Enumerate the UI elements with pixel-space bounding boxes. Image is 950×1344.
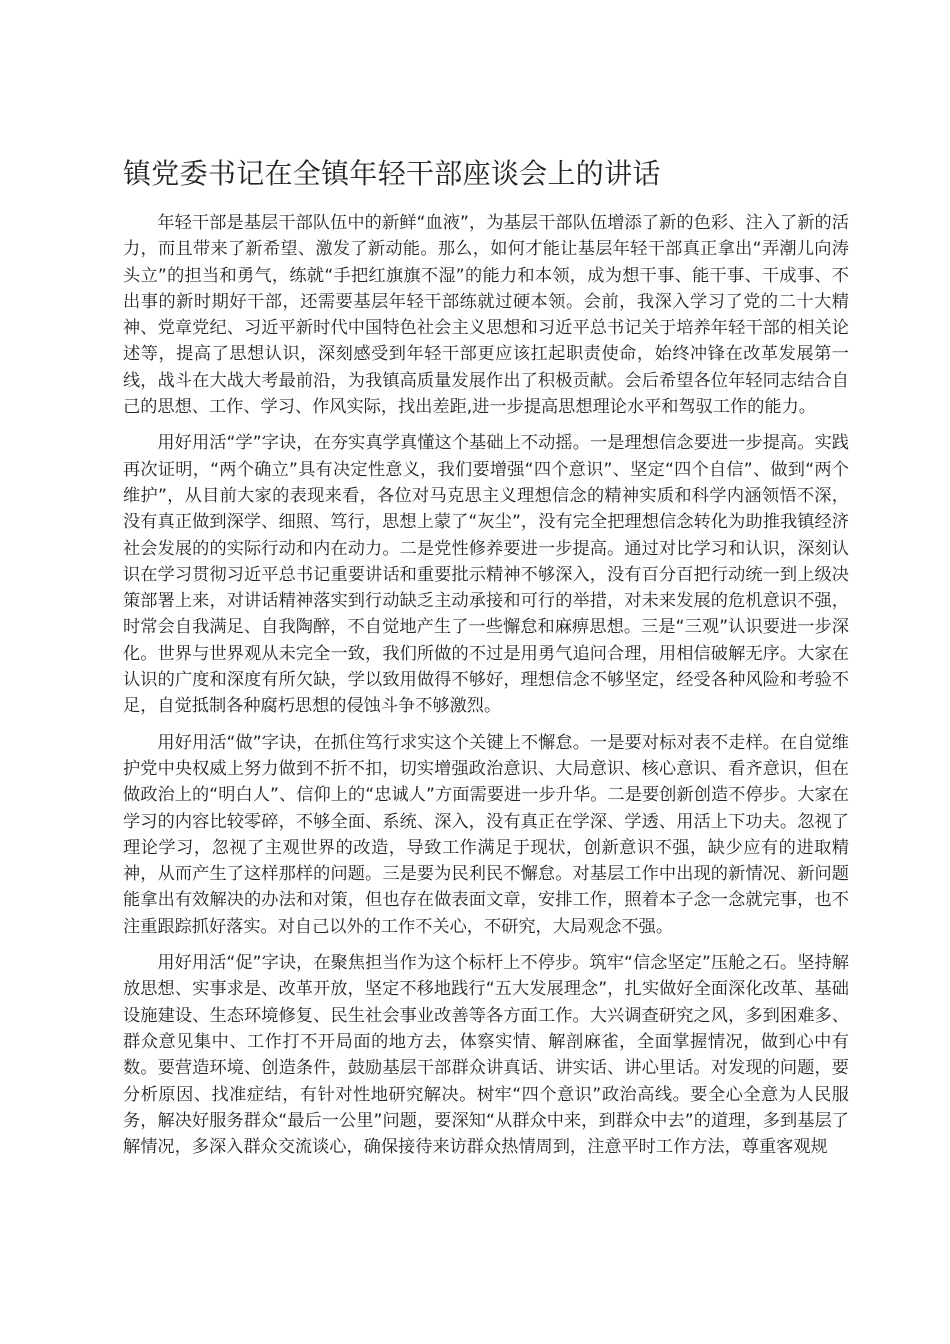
- paragraph-cu: 用好用活“促”字诀，在聚焦担当作为这个标杆上不停步。筑牢“信念坚定”压舱之石。坚持解放思想、实事求是、改革开放，坚定不移地践行“五大发展理念”，扎实做好全面深化改革、基础设施建设、生态环境修复、民生社会事业改善等各方面工作。大兴调查研究之风，多到困难多、群众意见集中、工作打不开局面的地方去，体察实情、解剖麻雀，全面掌握情况，做到心中有数。要营造环境、创造条件，鼓励基层干部群众讲真话、讲实话、讲心里话。对发现的问题，要分析原因、找准症结，有针对性地研究解决。树牢“四个意识”政治高线。要全心全意为人民服务，解决好服务群众“最后一公里”问题，要深知“从群众中来，到群众中去”的道理，多到基层了解情况，多深入群众交流谈心，确保接待来访群众热情周到，注意平时工作方法，尊重客观规: [123, 953, 849, 1158]
- paragraph-xue: 用好用活“学”字诀，在夯实真学真懂这个基础上不动摇。一是理想信念要进一步提高。实践再次证明，“两个确立”具有决定性意义，我们要增强“四个意识”、坚定“四个自信”、做到“两个维护”，从目前大家的表现来看，各位对马克思主义理想信念的精神实质和科学内涵领悟不深，没有真正做到深学、细照、笃行，思想上蒙了“灰尘”，没有完全把理想信念转化为助推我镇经济社会发展的的实际行动和内在动力。二是党性修养要进一步提高。通过对比学习和认识，深刻认识在学习贯彻习近平总书记重要讲话和重要批示精神不够深入，没有百分百把行动统一到上级决策部署上来，对讲话精神落实到行动缺乏主动承接和可行的举措，对未来发展的危机意识不强，时常会自我满足、自我陶醉，不自觉地产生了一些懈怠和麻痹思想。三是“三观”认识要进一步深化。世界与世界观从未完全一致，我们所做的不过是用勇气追问合理，用相信破解无序。大家在认识的广度和深度有所欠缺，学以致用做得不够好，理想信念不够坚定，经受各种风险和考验不足，自觉抵制各种腐朽思想的侵蚀斗争不够激烈。: [123, 433, 849, 717]
- paragraph-zuo: 用好用活“做”字诀，在抓住笃行求实这个关键上不懈怠。一是要对标对表不走样。在自觉维护党中央权威上努力做到不折不扣，切实增强政治意识、大局意识、核心意识、看齐意识，但在做政治上的“明白人”、信仰上的“忠诚人”方面需要进一步升华。二是要创新创造不停步。大家在学习的内容比较零碎，不够全面、系统、深入，没有真正在学深、学透、用活上下功夫。忽视了理论学习，忽视了主观世界的改造，导致工作满足于现状，创新意识不强，缺少应有的进取精神，从而产生了这样那样的问题。三是要为民利民不懈怠。对基层工作中出现的新情况、新问题能拿出有效解决的办法和对策，但也存在做表面文章，安排工作，照着本子念一念就完事，也不注重跟踪抓好落实。对自己以外的工作不关心，不研究，大局观念不强。: [123, 732, 849, 937]
- document-body: [123, 210, 849, 1170]
- paragraph-intro: 年轻干部是基层干部队伍中的新鲜“血液”，为基层干部队伍增添了新的色彩、注入了新的活力，而且带来了新希望、激发了新动能。那么，如何才能让基层年轻干部真正拿出“弄潮儿向涛头立”的担当和勇气，练就“手把红旗旗不湿”的能力和本领，成为想干事、能干事、干成事、不出事的新时期好干部，还需要基层年轻干部练就过硬本领。会前，我深入学习了党的二十大精神、党章党纪、习近平新时代中国特色社会主义思想和习近平总书记关于培养年轻干部的相关论述等，提高了思想认识，深刻感受到年轻干部更应该扛起职责使命，始终冲锋在改革发展第一线，战斗在大战大考最前沿，为我镇高质量发展作出了积极贡献。会后希望各位年轻同志结合自己的思想、工作、学习、作风实际，找出差距,进一步提高思想理论水平和驾驭工作的能力。: [123, 213, 849, 418]
- document-title: 镇党委书记在全镇年轻干部座谈会上的讲话: [123, 157, 661, 190]
